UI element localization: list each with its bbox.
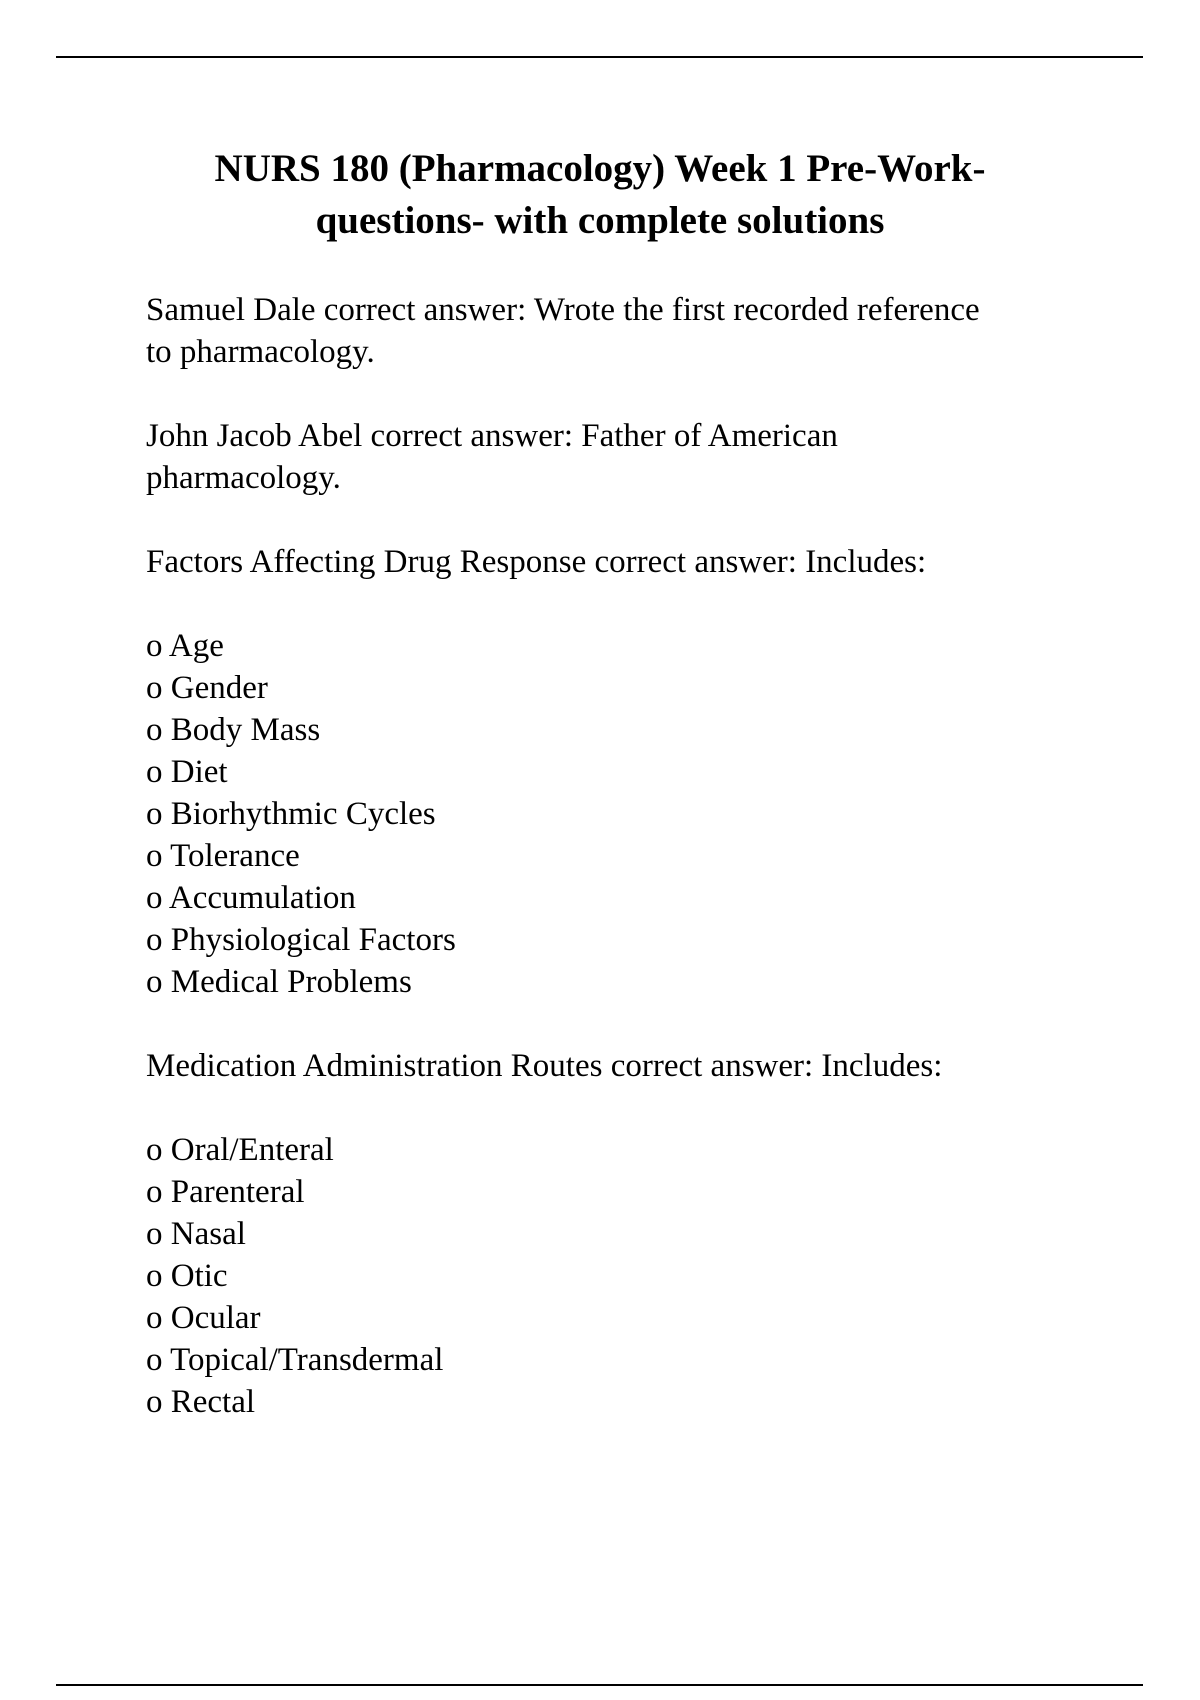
list-item: o Accumulation <box>146 880 356 916</box>
list-item: o Otic <box>146 1258 228 1294</box>
list-item: o Gender <box>146 670 268 706</box>
entry-text-continued: to pharmacology. <box>146 334 375 370</box>
entry-text: Factors Affecting Drug Response correct answer: Includes: <box>146 544 927 580</box>
bottom-divider <box>56 1684 1143 1686</box>
list-item: o Oral/Enteral <box>146 1132 334 1168</box>
list-item: o Biorhythmic Cycles <box>146 796 436 832</box>
entry-factors-drug-response <box>146 541 1146 583</box>
list-item: o Topical/Transdermal <box>146 1342 444 1378</box>
list-item: o Parenteral <box>146 1174 305 1210</box>
title-line-2: questions- with complete solutions <box>315 199 885 242</box>
list-item: o Body Mass <box>146 712 321 748</box>
entry-samuel-dale <box>146 289 1146 373</box>
entry-text-continued: pharmacology. <box>146 460 341 496</box>
document-body <box>146 289 1146 1423</box>
entry-administration-routes <box>146 1045 1146 1087</box>
factors-list <box>146 625 1146 1003</box>
page-title <box>100 143 1100 247</box>
list-item: o Diet <box>146 754 228 790</box>
list-item: o Tolerance <box>146 838 300 874</box>
top-divider <box>56 56 1143 58</box>
list-item: o Nasal <box>146 1216 246 1252</box>
routes-list <box>146 1129 1146 1423</box>
entry-text: Medication Administration Routes correct answer: Includes: <box>146 1048 943 1084</box>
entry-john-jacob-abel <box>146 415 1146 499</box>
title-line-1: NURS 180 (Pharmacology) Week 1 Pre-Work- <box>214 147 986 190</box>
list-item: o Ocular <box>146 1300 261 1336</box>
list-item: o Age <box>146 628 224 664</box>
entry-text: Samuel Dale correct answer: Wrote the first recorded reference <box>146 292 980 328</box>
list-item: o Rectal <box>146 1384 256 1420</box>
list-item: o Medical Problems <box>146 964 412 1000</box>
list-item: o Physiological Factors <box>146 922 456 958</box>
entry-text: John Jacob Abel correct answer: Father of American <box>146 418 838 454</box>
